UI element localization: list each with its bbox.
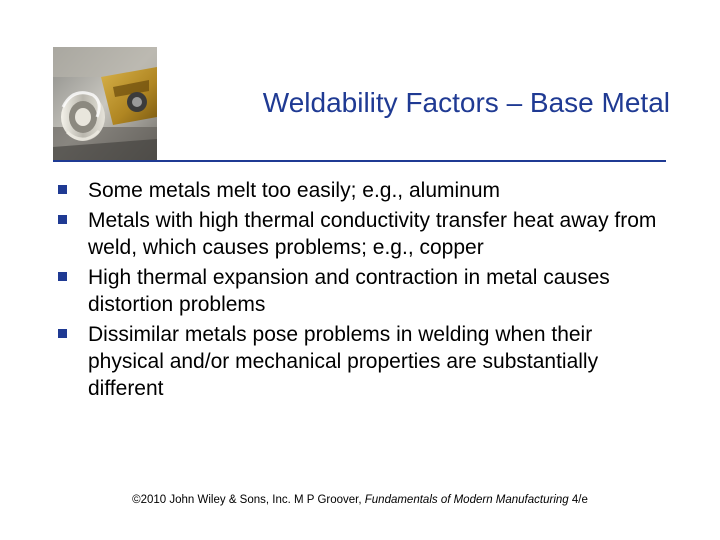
bullet-text: Dissimilar metals pose problems in welding when their physical and/or mechanical properties are substantially different — [88, 323, 599, 400]
copyright-footer — [0, 494, 720, 506]
square-bullet-icon — [58, 185, 67, 194]
bullet-text: Some metals melt too easily; e.g., aluminum — [88, 179, 501, 202]
bullet-item — [58, 207, 658, 261]
title-divider — [53, 160, 666, 162]
header-photo — [53, 47, 157, 160]
bullet-text: Metals with high thermal conductivity transfer heat away from weld, which causes problems; e.g., copper — [88, 209, 657, 259]
square-bullet-icon — [58, 215, 67, 224]
square-bullet-icon — [58, 329, 67, 338]
slide-title: Weldability Factors – Base Metal — [262, 87, 670, 118]
bullet-text: High thermal expansion and contraction in metal causes distortion problems — [88, 266, 610, 316]
footer-suffix: 4/e — [568, 494, 588, 506]
footer-prefix: ©2010 John Wiley & Sons, Inc. M P Groover, — [132, 494, 365, 506]
bullet-item — [58, 177, 658, 204]
bullet-list — [58, 177, 658, 405]
bullet-item — [58, 321, 658, 402]
footer-book-title: Fundamentals of Modern Manufacturing — [364, 494, 569, 506]
square-bullet-icon — [58, 272, 67, 281]
bullet-item — [58, 264, 658, 318]
